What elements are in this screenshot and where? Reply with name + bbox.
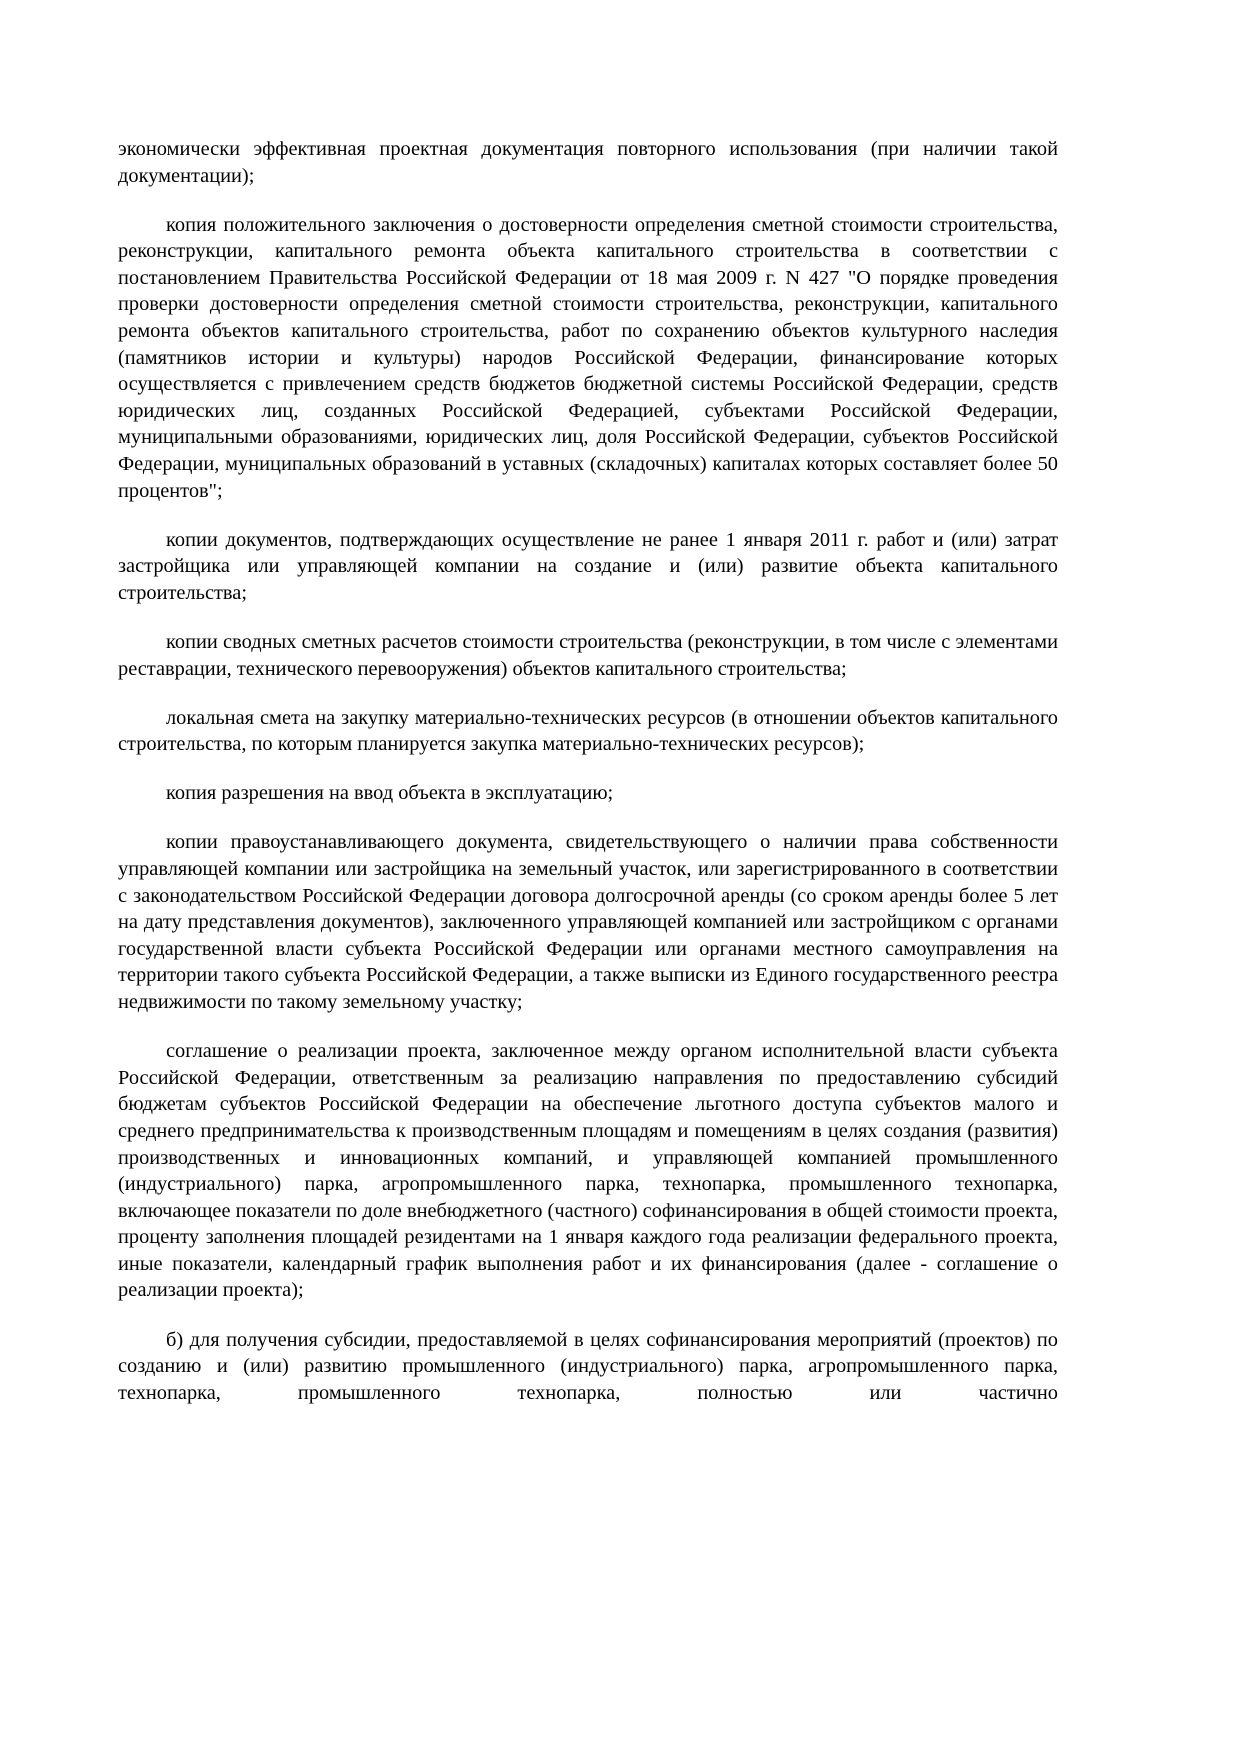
- paragraph: копии документов, подтверждающих осуществление не ранее 1 января 2011 г. работ и (или) затрат застройщика или управляющей компании на создание и (или) развитие объекта капитального строительства;: [118, 528, 1058, 604]
- paragraph: б) для получения субсидии, предоставляемой в целях софинансирования мероприятий (проектов) по созданию и (или) развитию промышленного (индустриального) парка, агропромышленного парка, технопарка, промышленного технопарка, полностью или частично: [118, 1328, 1058, 1404]
- paragraph: копии правоустанавливающего документа, свидетельствующего о наличии права собственности управляющей компании или застройщика на земельный участок, или зарегистрированного в соответствии с законодательством Российской Федерации договора долгосрочной аренды (со сроком аренды более 5 лет на дату представления документов), заключенного управляющей компанией или застройщиком с органами государственной власти субъекта Российской Федерации или органами местного самоуправления на территории такого субъекта Российской Федерации, а также выписки из Единого государственного реестра недвижимости по такому земельному участку;: [118, 831, 1058, 1014]
- paragraph: соглашение о реализации проекта, заключенное между органом исполнительной власти субъекта Российской Федерации, ответственным за реализацию направления по предоставлению субсидий бюджетам субъектов Российской Федерации на обеспечение льготного доступа субъектов малого и среднего предпринимательства к производственным площадям и помещениям в целях создания (развития) производственных и инновационных компаний, и управляющей компанией промышленного (индустриального) парка, агропромышленного парка, технопарка, промышленного технопарка, включающее показатели по доле внебюджетного (частного) софинансирования в общей стоимости проекта, проценту заполнения площадей резидентами на 1 января каждого года реализации федерального проекта, иные показатели, календарный график выполнения работ и их финансирования (далее - соглашение о реализации проекта);: [118, 1040, 1058, 1302]
- document-page: [118, 136, 1058, 1429]
- paragraph: экономически эффективная проектная документация повторного использования (при наличии такой документации);: [118, 138, 1058, 187]
- paragraph: копии сводных сметных расчетов стоимости строительства (реконструкции, в том числе с элементами реставрации, технического перевооружения) объектов капитального строительства;: [118, 631, 1058, 680]
- paragraph: локальная смета на закупку материально-технических ресурсов (в отношении объектов капитального строительства, по которым планируется закупка материально-технических ресурсов);: [118, 706, 1058, 756]
- paragraph: копия положительного заключения о достоверности определения сметной стоимости строительства, реконструкции, капитального ремонта объекта капитального строительства в соответствии с постановлением Правительства Российской Федерации от 18 мая 2009 г. N 427 "О порядке проведения проверки достоверности определения сметной стоимости строительства, реконструкции, капитального ремонта объектов капитального строительства, работ по сохранению объектов культурного наследия (памятников истории и культуры) народов Российской Федерации, финансирование которых осуществляется с привлечением средств бюджетов бюджетной системы Российской Федерации, средств юридических лиц, созданных Российской Федерацией, субъектами Российской Федерации, муниципальными образованиями, юридических лиц, доля Российской Федерации, субъектов Российской Федерации, муниципальных образований в уставных (складочных) капиталах которых составляет более 50 процентов";: [118, 213, 1058, 502]
- paragraph: копия разрешения на ввод объекта в эксплуатацию;: [166, 782, 614, 805]
